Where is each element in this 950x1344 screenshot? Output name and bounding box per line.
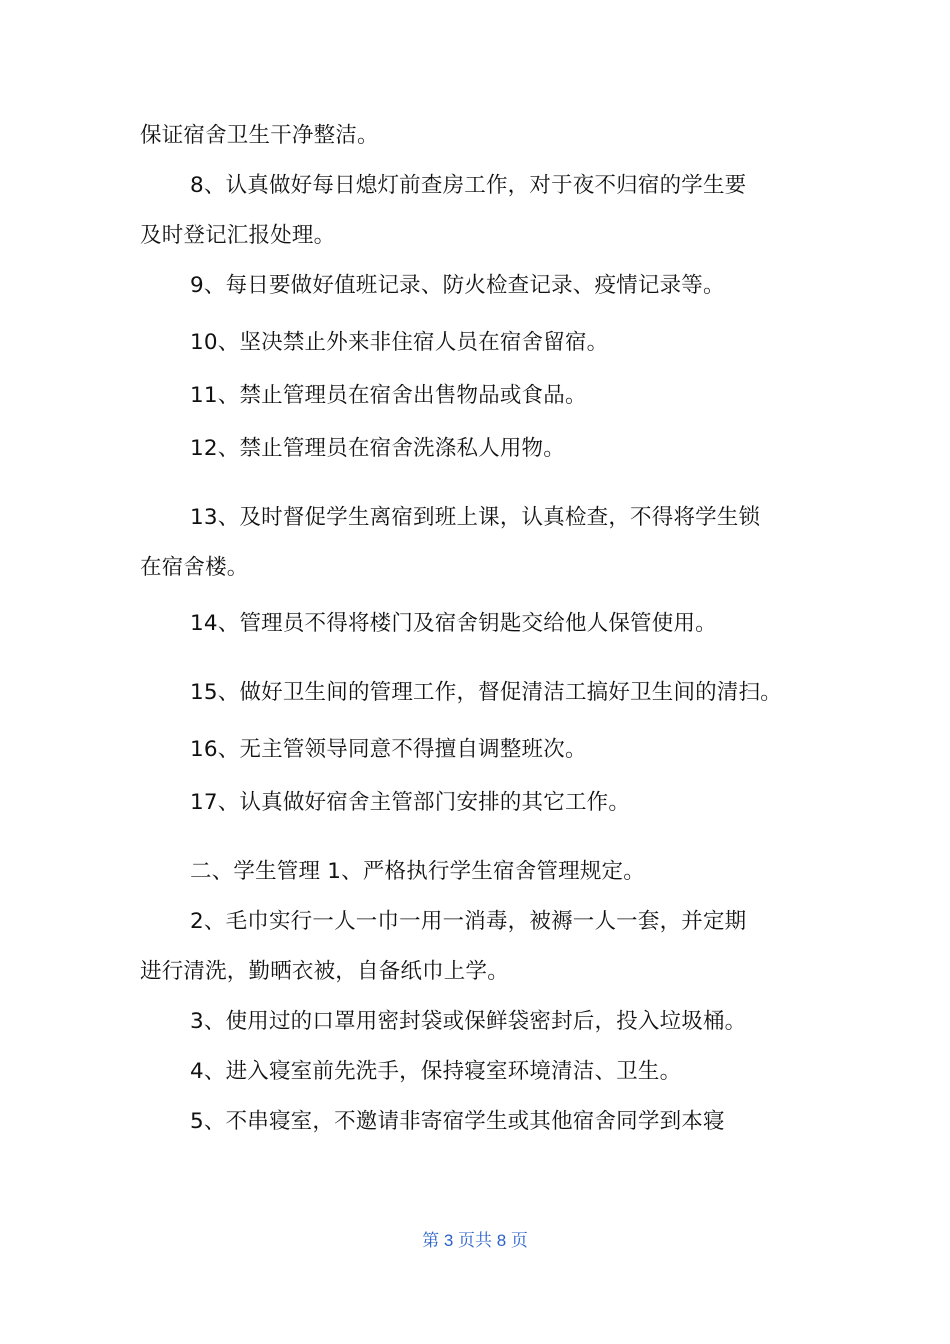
body-line: 11、禁止管理员在宿舍出售物品或食品。 bbox=[190, 383, 587, 408]
body-line: 进行清洗，勤晒衣被，自备纸巾上学。 bbox=[140, 959, 509, 984]
body-line: 16、无主管领导同意不得擅自调整班次。 bbox=[190, 737, 587, 762]
section-heading-line: 二、学生管理 1、严格执行学生宿舍管理规定。 bbox=[190, 859, 645, 884]
body-line: 13、及时督促学生离宿到班上课，认真检查，不得将学生锁 bbox=[190, 505, 761, 530]
page-number-footer: 第 3 页共 8 页 bbox=[422, 1231, 528, 1250]
body-line: 2、毛巾实行一人一巾一用一消毒，被褥一人一套，并定期 bbox=[190, 909, 747, 934]
body-line: 17、认真做好宿舍主管部门安排的其它工作。 bbox=[190, 790, 631, 815]
body-line: 3、使用过的口罩用密封袋或保鲜袋密封后，投入垃圾桶。 bbox=[190, 1009, 747, 1034]
body-line: 10、坚决禁止外来非住宿人员在宿舍留宿。 bbox=[190, 330, 609, 355]
body-line: 4、进入寝室前先洗手，保持寝室环境清洁、卫生。 bbox=[190, 1059, 682, 1084]
body-line: 15、做好卫生间的管理工作，督促清洁工搞好卫生间的清扫。 bbox=[190, 680, 782, 705]
body-line: 9、每日要做好值班记录、防火检查记录、疫情记录等。 bbox=[190, 273, 725, 298]
body-line: 及时登记汇报处理。 bbox=[140, 223, 336, 248]
body-line: 14、管理员不得将楼门及宿舍钥匙交给他人保管使用。 bbox=[190, 611, 717, 636]
body-line: 12、禁止管理员在宿舍洗涤私人用物。 bbox=[190, 436, 565, 461]
body-line: 5、不串寝室，不邀请非寄宿学生或其他宿舍同学到本寝 bbox=[190, 1109, 725, 1134]
body-line: 8、认真做好每日熄灯前查房工作，对于夜不归宿的学生要 bbox=[190, 173, 747, 198]
body-line: 保证宿舍卫生干净整洁。 bbox=[140, 123, 379, 148]
body-line: 在宿舍楼。 bbox=[140, 555, 249, 580]
